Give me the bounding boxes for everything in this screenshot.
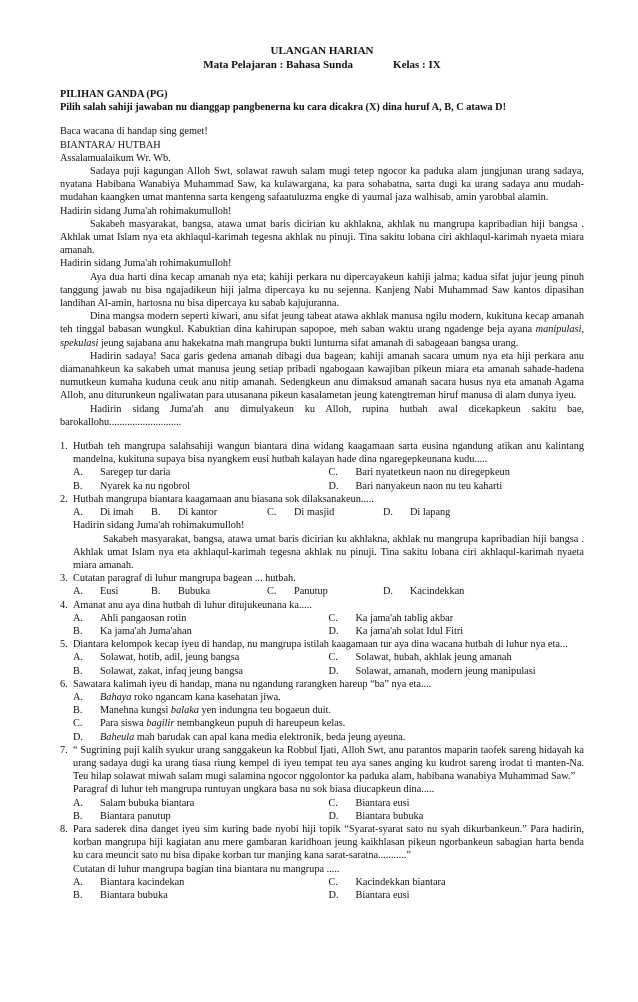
option-text: Solawat, amanah, modern jeung manipulasi xyxy=(355,665,536,677)
question-body xyxy=(73,599,584,639)
question-text: Sawatara kalimah iyeu di handap, mana nu ngandung rarangken hareup “ba” nya eta.... xyxy=(73,678,432,690)
question-text: Para saderek dina danget iyeu sim kuring bade nyobi hiji topik “Syarat-syarat sato nu syah dikurbankeun.” Para hadirin, korban mangrupa hiji kagiatan anu mere gambaran karidhoan jeung kaikhlasan pikeun ngorbankeun sabagian harta benda ku cara meuncit sato nu bisa dipake korban tur manjing kana sarat-saratna...........” xyxy=(73,823,584,862)
section-instruction: Pilih salah sahiji jawaban nu dianggap pangbenerna ku cara dicakra (X) dina huruf A, B, C atawa D! xyxy=(60,102,506,114)
question-text: Diantara kelompok kecap iyeu di handap, nu mangrupa istilah kaagamaan tur aya dina wacana hutbah di luhur nya eta... xyxy=(73,639,568,651)
option-text: Bubuka xyxy=(178,586,211,598)
option-letter: D. xyxy=(73,731,84,743)
answer-option[interactable] xyxy=(329,810,585,823)
option-text: Solawat, hubah, akhlak jeung amanah xyxy=(355,652,512,664)
option-text: Saregep tur daria xyxy=(100,467,171,479)
answer-option[interactable] xyxy=(151,506,267,519)
option-letter: D. xyxy=(328,810,339,822)
question-item xyxy=(60,493,584,572)
answer-option[interactable] xyxy=(329,797,585,810)
option-text: Eusi xyxy=(100,586,119,598)
question-number: 4. xyxy=(60,599,68,611)
answer-option[interactable] xyxy=(151,585,267,598)
question-body xyxy=(73,493,584,572)
answer-option[interactable] xyxy=(73,717,584,730)
answer-option[interactable] xyxy=(73,506,151,519)
answer-option[interactable] xyxy=(73,691,584,704)
option-text: Salam bubuka biantara xyxy=(100,797,195,809)
option-letter: C. xyxy=(328,612,338,624)
option-text: Solawat, zakat, infaq jeung bangsa xyxy=(100,665,243,677)
option-text: Baheula mah barudak can apal kana media elektronik, beda jeung ayeuna. xyxy=(100,731,406,743)
subject-label: Mata Pelajaran : Bahasa Sunda xyxy=(203,59,354,71)
class-label: Kelas : IX xyxy=(393,59,441,71)
question-item xyxy=(60,823,584,902)
answer-option[interactable] xyxy=(73,466,329,479)
reading-address-1: Hadirin sidang Juma'ah rohimakumulloh! xyxy=(60,205,232,217)
option-letter: D. xyxy=(328,665,339,677)
option-italic-word: balaka xyxy=(170,705,199,717)
answer-option[interactable] xyxy=(73,797,329,810)
answer-option[interactable] xyxy=(73,480,329,493)
option-text: Bari nanyakeun naon nu teu kaharti xyxy=(355,480,503,492)
question-body xyxy=(73,823,584,902)
answer-option[interactable] xyxy=(73,731,584,744)
answer-option[interactable] xyxy=(73,665,329,678)
question-number: 1. xyxy=(60,441,68,453)
answer-option[interactable] xyxy=(73,585,151,598)
answer-options xyxy=(73,612,584,638)
option-letter: C. xyxy=(328,876,338,888)
option-text: Solawat, hotib, adil, jeung bangsa xyxy=(100,652,240,664)
answer-options xyxy=(73,466,584,492)
option-letter: D. xyxy=(328,625,339,637)
option-letter: B. xyxy=(151,507,161,519)
option-text: Biantara eusi xyxy=(355,889,410,901)
section-heading: PILIHAN GANDA (PG) xyxy=(60,89,168,100)
answer-option[interactable] xyxy=(329,625,585,638)
exam-title: ULANGAN HARIAN xyxy=(270,45,374,57)
option-text: Biantara bubuka xyxy=(355,810,424,822)
answer-option[interactable] xyxy=(383,585,584,598)
option-letter: A. xyxy=(73,467,84,479)
reading-intro: Baca wacana di handap sing gemet! xyxy=(60,126,208,138)
answer-option[interactable] xyxy=(73,704,584,717)
option-text: Di lapang xyxy=(410,507,451,519)
question-prompt: Paragraf di luhur teh mangrupa runtuyan ungkara basa nu sok biasa diucapkeun dina..... xyxy=(73,784,435,796)
question-number: 8. xyxy=(60,823,68,835)
question-body xyxy=(73,572,584,598)
answer-options xyxy=(73,651,584,677)
option-letter: A. xyxy=(73,797,84,809)
answer-option[interactable] xyxy=(329,651,585,664)
question-item xyxy=(60,599,584,639)
option-letter: B. xyxy=(73,665,83,677)
option-text: Nyarek ka nu ngobrol xyxy=(100,480,191,492)
option-letter: B. xyxy=(73,480,83,492)
option-text: Manehna kungsi balaka yen indungna teu bogaeun duit. xyxy=(100,705,332,717)
reading-paragraph-1: Sadaya puji kagungan Alloh Swt, solawat rawuh salam mugi tetep ngocor ka paduka alam jungjunan urang sadaya, nyatana Habibana Wanabiya Muhammad Saw, ka kulawargana, ka para sohabatna, sarta dugi ka urang sadaya anu mudah-mudahan kaangken umat mantenna sarta kengeng safaatuluzma engke di yaumal jaza walhisab, amin yarobbal alamin. xyxy=(60,166,584,204)
answer-option[interactable] xyxy=(73,625,329,638)
option-italic-word: Baheula xyxy=(100,731,135,743)
question-body xyxy=(73,744,584,823)
answer-option[interactable] xyxy=(329,466,585,479)
option-letter: D. xyxy=(328,480,339,492)
option-text: Di imah xyxy=(100,507,134,519)
option-letter: B. xyxy=(73,705,83,717)
question-text: Hutbah teh mangrupa salahsahiji wangun biantara dina widang kaagamaan sarta eusina ngandung atikan anu kalintang mandelna, kukituna supaya bisa nyangkem eusi hutbah kalayan hade dina ngaregepkeunana kudu..... xyxy=(73,441,584,466)
option-letter: C. xyxy=(328,797,338,809)
option-letter: C. xyxy=(73,718,83,730)
option-letter: D. xyxy=(383,586,394,598)
question-item xyxy=(60,638,584,678)
option-letter: B. xyxy=(151,586,161,598)
answer-option[interactable] xyxy=(73,612,329,625)
option-text: Ahli pangaosan rotin xyxy=(100,612,187,624)
option-text: Ka jama'ah solat Idul Fitri xyxy=(355,625,464,637)
answer-option[interactable] xyxy=(329,612,585,625)
option-text: Di masjid xyxy=(294,507,335,519)
question-number: 5. xyxy=(60,639,68,651)
option-text: Ka jama'ah Juma'ahan xyxy=(100,625,192,637)
question-number: 7. xyxy=(60,744,68,756)
question-item xyxy=(60,440,584,493)
option-text: Kacindekkan xyxy=(410,586,465,598)
option-letter: C. xyxy=(267,586,277,598)
quote-paragraph: Sakabeh masyarakat, bangsa, atawa umat baris dicirian ku akhlakna, akhlak nu mangrupa kapribadian hiji bangsa . Akhlak umat Islam nya eta akhlaqul-karimah tegesna akhlak nu pinuji. Tina sakitu lobana ciri akhlaqul-karimah nyaeta miara amanah. xyxy=(73,533,584,571)
question-number: 6. xyxy=(60,678,68,690)
answer-options xyxy=(73,506,584,519)
option-text: Kacindekkan biantara xyxy=(355,876,446,888)
option-italic-word: bagilir xyxy=(146,718,175,730)
question-item xyxy=(60,744,584,823)
answer-option[interactable] xyxy=(73,889,329,902)
question-item xyxy=(60,678,584,744)
option-text: Bari nyatetkeun naon nu diregepkeun xyxy=(355,467,510,479)
answer-option[interactable] xyxy=(73,651,329,664)
reading-label: BIANTARA/ HUTBAH xyxy=(60,139,161,151)
option-text: Biantara kacindekan xyxy=(100,876,185,888)
option-letter: A. xyxy=(73,876,84,888)
option-letter: D. xyxy=(328,889,339,901)
answer-option[interactable] xyxy=(329,480,585,493)
option-text: Biantara panutup xyxy=(100,810,171,822)
option-text: Bahaya roko ngancam kana kasehatan jiwa. xyxy=(100,691,281,703)
question-number: 2. xyxy=(60,493,68,505)
question-text: Hutbah mangrupa biantara kaagamaan anu biasana sok dilaksanakeun..... xyxy=(73,493,374,505)
answer-option[interactable] xyxy=(267,585,383,598)
reading-paragraph-2: Sakabeh masyarakat, bangsa, atawa umat baris dicirian ku akhlakna, akhlak nu mangrupa kapribadian hiji bangsa . Akhlak umat Islam nya eta akhlaqul-karimah tegesna akhlak nu pinuji. Tina sakitu lobana ciri akhlaqul-karimah nyaeta miara amanah. xyxy=(60,218,584,257)
answer-options xyxy=(73,797,584,823)
option-letter: A. xyxy=(73,507,84,519)
reading-paragraph-3: Aya dua harti dina kecap amanah nya eta; kahiji perkara nu dipercayakeun kahiji jalma; kadua sifat jujur jeung pinuh tanggung jawab nu bisa ngajadikeun hiji jalma dipercaya ku nu sejenna. Kanjeng Nabi Muhammad Saw kantos dipasihan landihan Al-amin, hartosna nu bisa dipercaya ku sabab kajujuranna. xyxy=(60,271,584,310)
option-letter: A. xyxy=(73,691,84,703)
answer-option[interactable] xyxy=(383,506,584,519)
option-letter: B. xyxy=(73,889,83,901)
answer-option[interactable] xyxy=(329,665,585,678)
answer-option[interactable] xyxy=(329,889,585,902)
question-prompt: Cutatan di luhur mangrupa bagian tina biantara nu mangrupa ..... xyxy=(73,863,340,875)
option-text: Di kantor xyxy=(178,507,218,519)
exam-subtitle xyxy=(60,58,584,72)
option-italic-word: Bahaya xyxy=(100,691,132,703)
option-letter: C. xyxy=(328,467,338,479)
option-text: Para siswa bagilir nembangkeun pupuh di hareupeun kelas. xyxy=(100,718,346,730)
question-list xyxy=(60,440,584,902)
reading-paragraph-4: Dina mangsa modern seperti kiwari, anu sifat jeung tabeat atawa akhlak manusa ngilu modern, kukituna kecap amanah teh tinggal babasan wungkul. Kabuktian dina kahirupan sapopoe, meh saban waktu urang ngadenge beja ayana manipulasi, spekulasi jeung sajabana anu hakekatna mah mangrupa bukti lunturna sifat amanah di sabageaan bangsa urang. xyxy=(60,311,584,349)
quote-address: Hadirin sidang Juma'ah rohimakumulloh! xyxy=(73,520,245,532)
reading-greeting: Assalamualaikum Wr. Wb. xyxy=(60,152,171,164)
answer-option[interactable] xyxy=(329,876,585,889)
option-text: Panutup xyxy=(294,586,328,598)
option-text: Biantara eusi xyxy=(355,797,410,809)
option-text: Biantara bubuka xyxy=(100,889,168,901)
option-letter: C. xyxy=(267,507,277,519)
question-body xyxy=(73,678,584,744)
question-text: Amanat anu aya dina hutbah di luhur ditujukeunana ka..... xyxy=(73,599,312,611)
answer-options xyxy=(73,876,584,902)
question-number: 3. xyxy=(60,573,68,585)
option-letter: A. xyxy=(73,586,84,598)
reading-paragraph-6: Hadirin sidang Juma'ah anu dimulyakeun ku Alloh, rupina hutbah awal dicekapkeun sakitu bae, barokallohu............................ xyxy=(60,403,584,428)
question-text: “ Sugrining puji kalih syukur urang sanggakeun ka Robbul Ijati, Alloh Swt, anu parantos maparin taofek sareng hidayah ka urang sadaya dugi ka urang tiasa riung kempel di iyeu tempat teu aya sanes anging ku kudrot sareng irodat ti manten-Na. Teu hilap solawat miwah salam mugi salamina ngocor nggolontor ka paduka alam, habibana wanabiya Muhammad Saw.” xyxy=(73,744,584,783)
reading-address-2: Hadirin sidang Juma'ah rohimakumulloh! xyxy=(60,258,232,270)
option-letter: B. xyxy=(73,625,83,637)
question-text: Cutatan paragraf di luhur mangrupa bagean ... hutbah. xyxy=(73,573,296,585)
answer-option[interactable] xyxy=(267,506,383,519)
option-letter: A. xyxy=(73,652,84,664)
answer-options xyxy=(73,585,584,598)
question-body xyxy=(73,440,584,493)
reading-paragraph-5: Hadirin sadaya! Saca garis gedena amanah dibagi dua bagean; kahiji amanah sacara umum nya eta hiji perkara anu diamanahkeun ka sakabeh umat manusa jeung setiap pribadi ngabogaan kawajiban pikeun miara eta amanah sahade-hadena numutkeun kumaha kuduna ceuk anu nitip amanah. Sedengkeun anu dimaksud amanah sacara husus nya eta amanah Agama Alloh, anu diturunkeun ngaliwatan para utusanana pikeun kasalametan jeung katengtreman hiruf manusa di alam dunya iyeu. xyxy=(60,350,584,402)
option-letter: C. xyxy=(328,652,338,664)
option-letter: D. xyxy=(383,507,394,519)
answer-option[interactable] xyxy=(73,810,329,823)
option-letter: A. xyxy=(73,612,84,624)
question-item xyxy=(60,572,584,598)
option-letter: B. xyxy=(73,810,83,822)
answer-option[interactable] xyxy=(73,876,329,889)
option-text: Ka jama'ah tablig akbar xyxy=(355,612,454,624)
question-body xyxy=(73,638,584,678)
